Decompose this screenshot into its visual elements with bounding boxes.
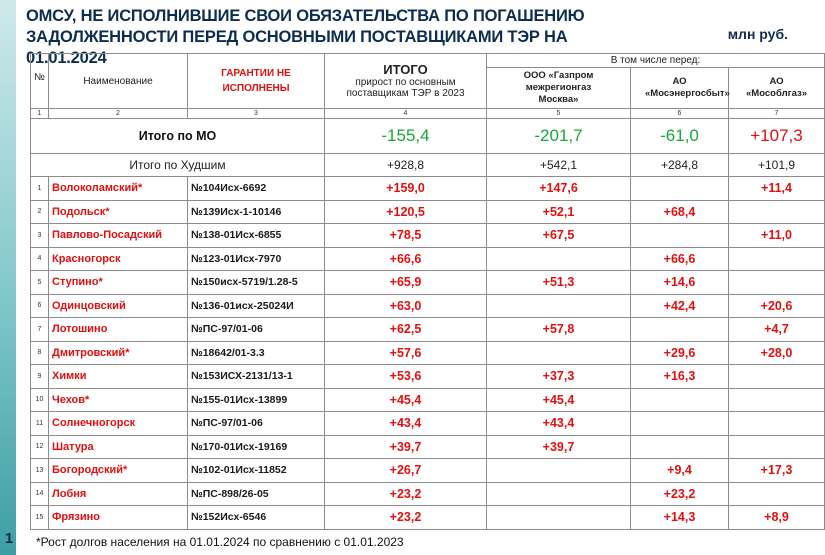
guarantee-document: №ПС-898/26-05 bbox=[188, 482, 325, 506]
row-mosoblgaz: +28,0 bbox=[729, 341, 825, 365]
total-mo-mosoblgaz: +107,3 bbox=[729, 119, 825, 154]
total-worst-total: +928,8 bbox=[325, 154, 487, 177]
row-mosenergosbyt bbox=[631, 435, 729, 459]
row-mosenergosbyt: +16,3 bbox=[631, 365, 729, 389]
municipality-name: Лобня bbox=[49, 482, 188, 506]
municipality-name: Химки bbox=[49, 365, 188, 389]
total-mo-row bbox=[31, 119, 825, 154]
row-number: 4 bbox=[31, 247, 49, 271]
row-total: +120,5 bbox=[325, 200, 487, 224]
left-accent-bar bbox=[0, 0, 16, 555]
guarantee-document: №102-01Исх-11852 bbox=[188, 459, 325, 483]
header-guarantees bbox=[188, 54, 325, 109]
header-total-title: ИТОГО bbox=[383, 61, 428, 77]
municipality-name: Богородский* bbox=[49, 459, 188, 483]
row-mosenergosbyt bbox=[631, 177, 729, 201]
row-number: 11 bbox=[31, 412, 49, 436]
total-worst-mosenergosbyt: +284,8 bbox=[631, 154, 729, 177]
col-index: 1 bbox=[31, 109, 49, 119]
municipality-name: Чехов* bbox=[49, 388, 188, 412]
row-mosoblgaz: +17,3 bbox=[729, 459, 825, 483]
row-mosenergosbyt: +29,6 bbox=[631, 341, 729, 365]
guarantee-document: №18642/01-3.3 bbox=[188, 341, 325, 365]
table-row bbox=[31, 271, 825, 295]
table-row bbox=[31, 200, 825, 224]
row-total: +45,4 bbox=[325, 388, 487, 412]
row-gazprom: +39,7 bbox=[487, 435, 631, 459]
row-mosoblgaz: +11,4 bbox=[729, 177, 825, 201]
row-total: +23,2 bbox=[325, 506, 487, 530]
header-total-subtitle: прирост по основным поставщикам ТЭР в 2023 bbox=[346, 76, 465, 99]
row-number: 7 bbox=[31, 318, 49, 342]
table-row bbox=[31, 388, 825, 412]
header-supplier-mosenergosbyt bbox=[631, 68, 729, 109]
table-row bbox=[31, 224, 825, 248]
row-gazprom: +51,3 bbox=[487, 271, 631, 295]
header-including: В том числе перед: bbox=[487, 54, 825, 68]
row-total: +63,0 bbox=[325, 294, 487, 318]
row-number: 15 bbox=[31, 506, 49, 530]
row-mosenergosbyt: +14,3 bbox=[631, 506, 729, 530]
total-mo-label: Итого по МО bbox=[31, 119, 325, 154]
row-total: +65,9 bbox=[325, 271, 487, 295]
row-mosenergosbyt: +14,6 bbox=[631, 271, 729, 295]
table-row bbox=[31, 365, 825, 389]
row-total: +159,0 bbox=[325, 177, 487, 201]
header-num: № bbox=[31, 54, 49, 109]
col-index: 2 bbox=[49, 109, 188, 119]
row-total: +39,7 bbox=[325, 435, 487, 459]
guarantee-document: №170-01Исх-19169 bbox=[188, 435, 325, 459]
row-number: 6 bbox=[31, 294, 49, 318]
table-row bbox=[31, 482, 825, 506]
row-total: +43,4 bbox=[325, 412, 487, 436]
row-number: 2 bbox=[31, 200, 49, 224]
guarantee-document: №150исх-5719/1.28-5 bbox=[188, 271, 325, 295]
municipality-name: Красногорск bbox=[49, 247, 188, 271]
header-name: Наименование bbox=[49, 54, 188, 109]
debt-table bbox=[30, 53, 825, 530]
total-mo-total: -155,4 bbox=[325, 119, 487, 154]
row-mosenergosbyt: +66,6 bbox=[631, 247, 729, 271]
row-gazprom: +37,3 bbox=[487, 365, 631, 389]
guarantee-document: №ПС-97/01-06 bbox=[188, 318, 325, 342]
row-total: +57,6 bbox=[325, 341, 487, 365]
total-worst-row bbox=[31, 154, 825, 177]
row-gazprom bbox=[487, 506, 631, 530]
col-index: 4 bbox=[325, 109, 487, 119]
municipality-name: Павлово-Посадский bbox=[49, 224, 188, 248]
guarantee-document: №139Исх-1-10146 bbox=[188, 200, 325, 224]
row-gazprom bbox=[487, 482, 631, 506]
row-number: 14 bbox=[31, 482, 49, 506]
guarantee-document: №136-01исх-25024И bbox=[188, 294, 325, 318]
row-gazprom: +147,6 bbox=[487, 177, 631, 201]
total-worst-mosoblgaz: +101,9 bbox=[729, 154, 825, 177]
col-index: 5 bbox=[487, 109, 631, 119]
table-row bbox=[31, 506, 825, 530]
table-row bbox=[31, 294, 825, 318]
row-gazprom bbox=[487, 294, 631, 318]
row-mosenergosbyt bbox=[631, 318, 729, 342]
guarantee-document: №104Исх-6692 bbox=[188, 177, 325, 201]
municipality-name: Волоколамский* bbox=[49, 177, 188, 201]
total-mo-mosenergosbyt: -61,0 bbox=[631, 119, 729, 154]
header-supplier-mosoblgaz bbox=[729, 68, 825, 109]
row-mosoblgaz bbox=[729, 388, 825, 412]
col-index: 6 bbox=[631, 109, 729, 119]
row-gazprom: +43,4 bbox=[487, 412, 631, 436]
guarantee-document: №155-01Исх-13899 bbox=[188, 388, 325, 412]
row-number: 3 bbox=[31, 224, 49, 248]
row-gazprom: +52,1 bbox=[487, 200, 631, 224]
page-title: ОМСУ, НЕ ИСПОЛНИВШИЕ СВОИ ОБЯЗАТЕЛЬСТВА ПО ПОГАШЕНИЮ ЗАДОЛЖЕННОСТИ ПЕРЕД ОСНОВНЫМИ ПОСТАВЩИКАМИ ТЭР НА 01.01.2024 bbox=[26, 7, 585, 67]
municipality-name: Шатура bbox=[49, 435, 188, 459]
row-total: +66,6 bbox=[325, 247, 487, 271]
units-label: млн руб. bbox=[727, 26, 788, 42]
total-mo-gazprom: -201,7 bbox=[487, 119, 631, 154]
row-total: +62,5 bbox=[325, 318, 487, 342]
guarantee-document: №152Исх-6546 bbox=[188, 506, 325, 530]
row-gazprom: +45,4 bbox=[487, 388, 631, 412]
guarantee-document: №123-01Исх-7970 bbox=[188, 247, 325, 271]
row-mosenergosbyt: +42,4 bbox=[631, 294, 729, 318]
row-total: +23,2 bbox=[325, 482, 487, 506]
row-total: +78,5 bbox=[325, 224, 487, 248]
row-mosoblgaz bbox=[729, 435, 825, 459]
row-number: 5 bbox=[31, 271, 49, 295]
row-mosoblgaz bbox=[729, 412, 825, 436]
row-gazprom bbox=[487, 341, 631, 365]
header-supplier-mosenergosbyt-label: АО «Мосэнергосбыт» bbox=[645, 76, 730, 99]
row-mosoblgaz bbox=[729, 365, 825, 389]
table-row bbox=[31, 341, 825, 365]
row-mosoblgaz: +8,9 bbox=[729, 506, 825, 530]
footnote: *Рост долгов населения на 01.01.2024 по сравнению с 01.01.2023 bbox=[36, 535, 404, 549]
header-supplier-gazprom-label: ООО «Газпром межрегионгаз Москва» bbox=[523, 70, 594, 105]
table-row bbox=[31, 177, 825, 201]
row-gazprom bbox=[487, 247, 631, 271]
row-total: +26,7 bbox=[325, 459, 487, 483]
table-row bbox=[31, 412, 825, 436]
municipality-name: Одинцовский bbox=[49, 294, 188, 318]
row-mosoblgaz bbox=[729, 482, 825, 506]
row-mosoblgaz bbox=[729, 247, 825, 271]
row-gazprom: +67,5 bbox=[487, 224, 631, 248]
municipality-name: Лотошино bbox=[49, 318, 188, 342]
row-number: 10 bbox=[31, 388, 49, 412]
row-gazprom: +57,8 bbox=[487, 318, 631, 342]
header-total bbox=[325, 54, 487, 109]
guarantee-document: №ПС-97/01-06 bbox=[188, 412, 325, 436]
row-mosoblgaz: +4,7 bbox=[729, 318, 825, 342]
row-number: 8 bbox=[31, 341, 49, 365]
col-index: 7 bbox=[729, 109, 825, 119]
municipality-name: Подольск* bbox=[49, 200, 188, 224]
table-row bbox=[31, 318, 825, 342]
municipality-name: Фрязино bbox=[49, 506, 188, 530]
total-worst-gazprom: +542,1 bbox=[487, 154, 631, 177]
row-number: 1 bbox=[31, 177, 49, 201]
total-worst-label: Итого по Худшим bbox=[31, 154, 325, 177]
row-mosenergosbyt: +23,2 bbox=[631, 482, 729, 506]
header-supplier-mosoblgaz-label: АО «Мособлгаз» bbox=[746, 76, 807, 99]
column-index-row bbox=[31, 109, 825, 119]
row-mosoblgaz bbox=[729, 200, 825, 224]
guarantee-document: №138-01Исх-6855 bbox=[188, 224, 325, 248]
row-number: 13 bbox=[31, 459, 49, 483]
row-mosenergosbyt bbox=[631, 388, 729, 412]
row-number: 9 bbox=[31, 365, 49, 389]
row-mosenergosbyt: +68,4 bbox=[631, 200, 729, 224]
row-mosoblgaz: +11,0 bbox=[729, 224, 825, 248]
row-mosenergosbyt: +9,4 bbox=[631, 459, 729, 483]
header-guarantees-label: ГАРАНТИИ НЕ ИСПОЛНЕНЫ bbox=[221, 68, 291, 94]
row-mosoblgaz bbox=[729, 271, 825, 295]
header-supplier-gazprom bbox=[487, 68, 631, 109]
table-row bbox=[31, 247, 825, 271]
municipality-name: Солнечногорск bbox=[49, 412, 188, 436]
municipality-name: Дмитровский* bbox=[49, 341, 188, 365]
table-row bbox=[31, 435, 825, 459]
guarantee-document: №153ИСХ-2131/13-1 bbox=[188, 365, 325, 389]
col-index: 3 bbox=[188, 109, 325, 119]
row-number: 12 bbox=[31, 435, 49, 459]
row-gazprom bbox=[487, 459, 631, 483]
row-mosenergosbyt bbox=[631, 224, 729, 248]
row-mosoblgaz: +20,6 bbox=[729, 294, 825, 318]
slide-number: 1 bbox=[4, 530, 14, 547]
table-row bbox=[31, 459, 825, 483]
row-mosenergosbyt bbox=[631, 412, 729, 436]
municipality-name: Ступино* bbox=[49, 271, 188, 295]
row-total: +53,6 bbox=[325, 365, 487, 389]
